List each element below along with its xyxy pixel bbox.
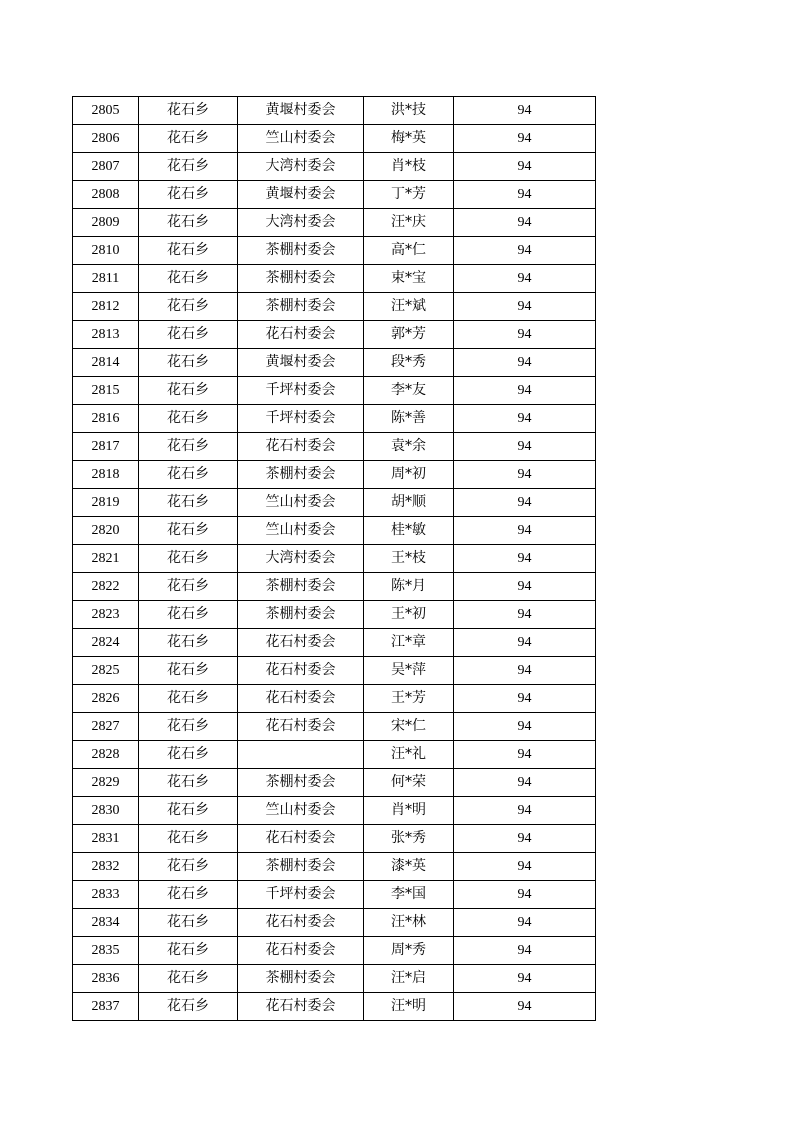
cell-name: 李*友	[364, 377, 454, 405]
cell-id: 2829	[73, 769, 139, 797]
cell-value: 94	[454, 853, 596, 881]
cell-township: 花石乡	[139, 433, 238, 461]
table-row	[73, 97, 596, 125]
cell-name: 汪*斌	[364, 293, 454, 321]
cell-township: 花石乡	[139, 573, 238, 601]
cell-value: 94	[454, 769, 596, 797]
table-row	[73, 293, 596, 321]
cell-id: 2826	[73, 685, 139, 713]
cell-village: 茶棚村委会	[238, 293, 364, 321]
cell-village: 花石村委会	[238, 825, 364, 853]
table-row	[73, 909, 596, 937]
cell-name: 梅*英	[364, 125, 454, 153]
cell-township: 花石乡	[139, 377, 238, 405]
cell-village: 花石村委会	[238, 993, 364, 1021]
table-row	[73, 713, 596, 741]
table-row	[73, 545, 596, 573]
cell-id: 2817	[73, 433, 139, 461]
cell-id: 2813	[73, 321, 139, 349]
cell-village: 茶棚村委会	[238, 769, 364, 797]
cell-township: 花石乡	[139, 713, 238, 741]
cell-name: 张*秀	[364, 825, 454, 853]
cell-township: 花石乡	[139, 97, 238, 125]
cell-name: 汪*礼	[364, 741, 454, 769]
cell-village: 花石村委会	[238, 909, 364, 937]
table-row	[73, 517, 596, 545]
cell-value: 94	[454, 685, 596, 713]
cell-village: 大湾村委会	[238, 153, 364, 181]
cell-township: 花石乡	[139, 153, 238, 181]
cell-id: 2812	[73, 293, 139, 321]
cell-village: 大湾村委会	[238, 209, 364, 237]
cell-township: 花石乡	[139, 405, 238, 433]
cell-value: 94	[454, 993, 596, 1021]
cell-township: 花石乡	[139, 741, 238, 769]
cell-village: 茶棚村委会	[238, 965, 364, 993]
cell-village: 花石村委会	[238, 629, 364, 657]
cell-id: 2808	[73, 181, 139, 209]
cell-value: 94	[454, 629, 596, 657]
table-row	[73, 209, 596, 237]
cell-id: 2835	[73, 937, 139, 965]
cell-id: 2834	[73, 909, 139, 937]
cell-id: 2806	[73, 125, 139, 153]
cell-name: 周*初	[364, 461, 454, 489]
table-row	[73, 181, 596, 209]
cell-township: 花石乡	[139, 853, 238, 881]
cell-name: 肖*明	[364, 797, 454, 825]
cell-value: 94	[454, 209, 596, 237]
table-row	[73, 321, 596, 349]
cell-township: 花石乡	[139, 937, 238, 965]
cell-name: 洪*技	[364, 97, 454, 125]
cell-value: 94	[454, 573, 596, 601]
cell-value: 94	[454, 405, 596, 433]
cell-id: 2833	[73, 881, 139, 909]
cell-value: 94	[454, 545, 596, 573]
data-table	[72, 96, 596, 1021]
cell-name: 王*芳	[364, 685, 454, 713]
table-row	[73, 573, 596, 601]
cell-village: 茶棚村委会	[238, 601, 364, 629]
cell-village: 竺山村委会	[238, 489, 364, 517]
cell-name: 胡*顺	[364, 489, 454, 517]
cell-village: 花石村委会	[238, 713, 364, 741]
cell-value: 94	[454, 741, 596, 769]
cell-village: 花石村委会	[238, 321, 364, 349]
cell-village: 花石村委会	[238, 937, 364, 965]
cell-value: 94	[454, 657, 596, 685]
cell-id: 2825	[73, 657, 139, 685]
cell-name: 丁*芳	[364, 181, 454, 209]
cell-id: 2810	[73, 237, 139, 265]
cell-township: 花石乡	[139, 909, 238, 937]
cell-id: 2820	[73, 517, 139, 545]
table-row	[73, 881, 596, 909]
table-row	[73, 461, 596, 489]
cell-id: 2823	[73, 601, 139, 629]
cell-value: 94	[454, 517, 596, 545]
cell-village: 花石村委会	[238, 685, 364, 713]
cell-value: 94	[454, 713, 596, 741]
table-row	[73, 433, 596, 461]
cell-name: 袁*余	[364, 433, 454, 461]
cell-name: 宋*仁	[364, 713, 454, 741]
table-row	[73, 797, 596, 825]
cell-id: 2814	[73, 349, 139, 377]
cell-township: 花石乡	[139, 769, 238, 797]
cell-village: 竺山村委会	[238, 797, 364, 825]
cell-township: 花石乡	[139, 125, 238, 153]
cell-id: 2822	[73, 573, 139, 601]
cell-village	[238, 741, 364, 769]
cell-name: 肖*枝	[364, 153, 454, 181]
cell-village: 花石村委会	[238, 657, 364, 685]
cell-id: 2836	[73, 965, 139, 993]
cell-township: 花石乡	[139, 797, 238, 825]
cell-id: 2807	[73, 153, 139, 181]
cell-township: 花石乡	[139, 209, 238, 237]
cell-township: 花石乡	[139, 461, 238, 489]
cell-name: 吴*萍	[364, 657, 454, 685]
cell-value: 94	[454, 321, 596, 349]
cell-village: 大湾村委会	[238, 545, 364, 573]
cell-name: 李*国	[364, 881, 454, 909]
cell-name: 段*秀	[364, 349, 454, 377]
cell-name: 汪*庆	[364, 209, 454, 237]
cell-value: 94	[454, 433, 596, 461]
table-row	[73, 405, 596, 433]
cell-village: 花石村委会	[238, 433, 364, 461]
cell-id: 2821	[73, 545, 139, 573]
table-row	[73, 993, 596, 1021]
cell-name: 陈*月	[364, 573, 454, 601]
cell-township: 花石乡	[139, 657, 238, 685]
table-row	[73, 153, 596, 181]
cell-name: 郭*芳	[364, 321, 454, 349]
table-body	[73, 97, 596, 1021]
cell-id: 2816	[73, 405, 139, 433]
cell-village: 黄堰村委会	[238, 181, 364, 209]
cell-name: 汪*明	[364, 993, 454, 1021]
cell-township: 花石乡	[139, 489, 238, 517]
table-row	[73, 601, 596, 629]
cell-village: 千坪村委会	[238, 881, 364, 909]
cell-township: 花石乡	[139, 545, 238, 573]
cell-township: 花石乡	[139, 881, 238, 909]
cell-village: 竺山村委会	[238, 517, 364, 545]
cell-value: 94	[454, 377, 596, 405]
cell-village: 千坪村委会	[238, 377, 364, 405]
cell-value: 94	[454, 461, 596, 489]
table-row	[73, 377, 596, 405]
cell-name: 束*宝	[364, 265, 454, 293]
cell-township: 花石乡	[139, 349, 238, 377]
table-row	[73, 937, 596, 965]
cell-value: 94	[454, 489, 596, 517]
cell-name: 江*章	[364, 629, 454, 657]
cell-value: 94	[454, 265, 596, 293]
cell-township: 花石乡	[139, 685, 238, 713]
cell-name: 桂*敏	[364, 517, 454, 545]
cell-value: 94	[454, 825, 596, 853]
cell-value: 94	[454, 125, 596, 153]
cell-value: 94	[454, 965, 596, 993]
cell-village: 茶棚村委会	[238, 237, 364, 265]
cell-value: 94	[454, 601, 596, 629]
cell-name: 高*仁	[364, 237, 454, 265]
cell-name: 陈*善	[364, 405, 454, 433]
cell-value: 94	[454, 797, 596, 825]
cell-id: 2809	[73, 209, 139, 237]
cell-township: 花石乡	[139, 825, 238, 853]
cell-id: 2830	[73, 797, 139, 825]
cell-value: 94	[454, 937, 596, 965]
cell-value: 94	[454, 293, 596, 321]
cell-value: 94	[454, 881, 596, 909]
cell-value: 94	[454, 153, 596, 181]
table-row	[73, 489, 596, 517]
cell-name: 王*枝	[364, 545, 454, 573]
cell-township: 花石乡	[139, 965, 238, 993]
cell-value: 94	[454, 909, 596, 937]
cell-value: 94	[454, 349, 596, 377]
cell-village: 茶棚村委会	[238, 853, 364, 881]
cell-id: 2811	[73, 265, 139, 293]
table-row	[73, 657, 596, 685]
table-row	[73, 685, 596, 713]
cell-id: 2815	[73, 377, 139, 405]
cell-township: 花石乡	[139, 629, 238, 657]
cell-village: 茶棚村委会	[238, 573, 364, 601]
cell-township: 花石乡	[139, 993, 238, 1021]
cell-village: 茶棚村委会	[238, 265, 364, 293]
cell-id: 2805	[73, 97, 139, 125]
cell-name: 何*荣	[364, 769, 454, 797]
cell-village: 千坪村委会	[238, 405, 364, 433]
cell-township: 花石乡	[139, 237, 238, 265]
table-row	[73, 349, 596, 377]
cell-name: 王*初	[364, 601, 454, 629]
cell-value: 94	[454, 97, 596, 125]
table-row	[73, 629, 596, 657]
cell-id: 2828	[73, 741, 139, 769]
table-row	[73, 825, 596, 853]
cell-township: 花石乡	[139, 601, 238, 629]
cell-township: 花石乡	[139, 293, 238, 321]
cell-name: 漆*英	[364, 853, 454, 881]
cell-village: 竺山村委会	[238, 125, 364, 153]
cell-id: 2819	[73, 489, 139, 517]
cell-id: 2837	[73, 993, 139, 1021]
table-row	[73, 965, 596, 993]
table-row	[73, 769, 596, 797]
cell-township: 花石乡	[139, 321, 238, 349]
cell-value: 94	[454, 181, 596, 209]
table-row	[73, 853, 596, 881]
cell-id: 2824	[73, 629, 139, 657]
table-row	[73, 265, 596, 293]
table-row	[73, 237, 596, 265]
cell-township: 花石乡	[139, 265, 238, 293]
cell-id: 2827	[73, 713, 139, 741]
cell-value: 94	[454, 237, 596, 265]
cell-township: 花石乡	[139, 181, 238, 209]
cell-village: 黄堰村委会	[238, 349, 364, 377]
cell-village: 茶棚村委会	[238, 461, 364, 489]
cell-name: 汪*林	[364, 909, 454, 937]
table-row	[73, 125, 596, 153]
table-row	[73, 741, 596, 769]
cell-name: 周*秀	[364, 937, 454, 965]
cell-name: 汪*启	[364, 965, 454, 993]
cell-village: 黄堰村委会	[238, 97, 364, 125]
cell-township: 花石乡	[139, 517, 238, 545]
cell-id: 2831	[73, 825, 139, 853]
cell-id: 2818	[73, 461, 139, 489]
cell-id: 2832	[73, 853, 139, 881]
